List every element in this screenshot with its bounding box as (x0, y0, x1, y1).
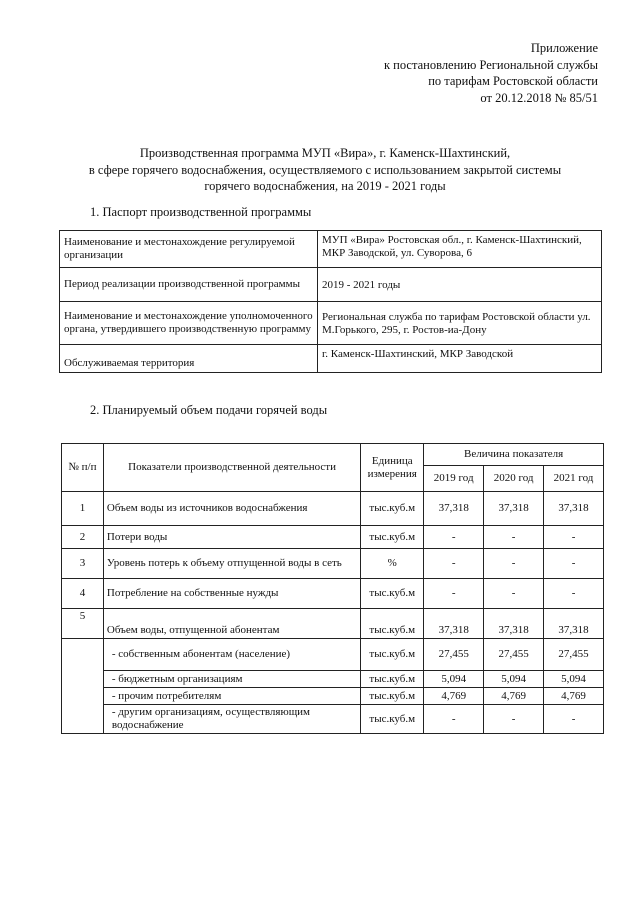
row-value: 37,318 (544, 492, 604, 526)
empty-num-cell (62, 639, 104, 734)
table-row (62, 526, 604, 549)
table-row (62, 492, 604, 526)
passport-key: Наименование и местонахождение уполномоченного органа, утвердившего производственную программу (60, 302, 318, 345)
table-subrow (62, 688, 604, 705)
subrow-unit: тыс.куб.м (361, 688, 424, 705)
appendix-line: к постановлению Региональной службы (383, 57, 598, 72)
subrow-unit: тыс.куб.м (361, 671, 424, 688)
table-subrow (62, 705, 604, 734)
subrow-value: 4,769 (484, 688, 544, 705)
subrow-value: 27,455 (484, 639, 544, 671)
row-value: 37,318 (484, 492, 544, 526)
subrow-name: - бюджетным организациям (103, 671, 360, 688)
subrow-value: 5,094 (484, 671, 544, 688)
table-row (60, 231, 602, 268)
row-unit: % (361, 549, 424, 579)
appendix-line: Приложение (530, 41, 598, 55)
row-name: Объем воды, отпущенной абонентам (103, 609, 360, 639)
row-value: - (484, 579, 544, 609)
row-name: Потребление на собственные нужды (103, 579, 360, 609)
row-num: 1 (62, 492, 104, 526)
row-value: - (424, 579, 484, 609)
header-name: Показатели производственной деятельности (103, 444, 360, 492)
subrow-value: 5,094 (424, 671, 484, 688)
table-row (60, 302, 602, 345)
passport-value: г. Каменск-Шахтинский, МКР Заводской (318, 345, 602, 373)
subrow-value: - (424, 705, 484, 734)
row-value: - (544, 526, 604, 549)
passport-key: Наименование и местонахождение регулируемой организации (60, 231, 318, 268)
title-line: Производственная программа МУП «Вира», г. Каменск-Шахтинский, (139, 146, 511, 160)
title-line: в сфере горячего водоснабжения, осуществляемого с использованием закрытой системы (88, 162, 562, 177)
appendix-line: по тарифам Ростовской области (428, 74, 598, 88)
table-row (62, 609, 604, 639)
header-unit: Единица измерения (361, 444, 424, 492)
section-2-heading: 2. Планируемый объем подачи горячей воды (90, 403, 328, 417)
table-row (62, 579, 604, 609)
row-unit: тыс.куб.м (361, 609, 424, 639)
header-year: 2020 год (484, 466, 544, 492)
row-unit: тыс.куб.м (361, 526, 424, 549)
appendix-line: от 20.12.2018 № 85/51 (480, 90, 598, 105)
table-row (60, 268, 602, 302)
row-value: 37,318 (424, 492, 484, 526)
passport-value: МУП «Вира» Ростовская обл., г. Каменск-Шахтинский, МКР Заводской, ул. Суворова, 6 (318, 231, 602, 268)
subrow-name: - собственным абонентам (население) (103, 639, 360, 671)
subrow-name: - другим организациям, осуществляющим водоснабжение (103, 705, 360, 734)
subrow-value: - (484, 705, 544, 734)
table-subrow (62, 671, 604, 688)
row-value: - (544, 579, 604, 609)
row-name: Потери воды (103, 526, 360, 549)
document-title (40, 145, 610, 195)
row-value: - (424, 526, 484, 549)
section-1-heading: 1. Паспорт производственной программы (90, 205, 312, 219)
subrow-unit: тыс.куб.м (361, 639, 424, 671)
row-value: - (484, 526, 544, 549)
row-num: 4 (62, 579, 104, 609)
row-unit: тыс.куб.м (361, 492, 424, 526)
subrow-value: 5,094 (544, 671, 604, 688)
table-subrow (62, 639, 604, 671)
passport-key: Период реализации производственной программы (60, 268, 318, 302)
header-year: 2021 год (544, 466, 604, 492)
subrow-value: 27,455 (424, 639, 484, 671)
row-value: 37,318 (424, 609, 484, 639)
row-name: Объем воды из источников водоснабжения (103, 492, 360, 526)
subrow-unit: тыс.куб.м (361, 705, 424, 734)
row-num: 2 (62, 526, 104, 549)
row-value: - (424, 549, 484, 579)
table-row (62, 549, 604, 579)
subrow-name: - прочим потребителям (103, 688, 360, 705)
passport-table (59, 230, 602, 373)
table-row (60, 345, 602, 373)
appendix-block (384, 40, 598, 106)
passport-value: 2019 - 2021 годы (318, 268, 602, 302)
row-value: - (484, 549, 544, 579)
header-row (62, 444, 604, 466)
header-group: Величина показателя (424, 444, 604, 466)
header-num: № п/п (62, 444, 104, 492)
passport-key: Обслуживаемая территория (60, 345, 318, 373)
row-unit: тыс.куб.м (361, 579, 424, 609)
row-value: 37,318 (544, 609, 604, 639)
subrow-value: 27,455 (544, 639, 604, 671)
row-value: 37,318 (484, 609, 544, 639)
subrow-value: 4,769 (424, 688, 484, 705)
subrow-value: - (544, 705, 604, 734)
passport-value: Региональная служба по тарифам Ростовской области ул. М.Горького, 295, г. Ростов-иа-Дону (318, 302, 602, 345)
row-name: Уровень потерь к объему отпущенной воды в сеть (103, 549, 360, 579)
subrow-value: 4,769 (544, 688, 604, 705)
row-value: - (544, 549, 604, 579)
row-num: 3 (62, 549, 104, 579)
water-volume-table (61, 443, 604, 734)
row-num: 5 (62, 609, 104, 639)
header-year: 2019 год (424, 466, 484, 492)
title-line: горячего водоснабжения, на 2019 - 2021 годы (204, 179, 446, 193)
